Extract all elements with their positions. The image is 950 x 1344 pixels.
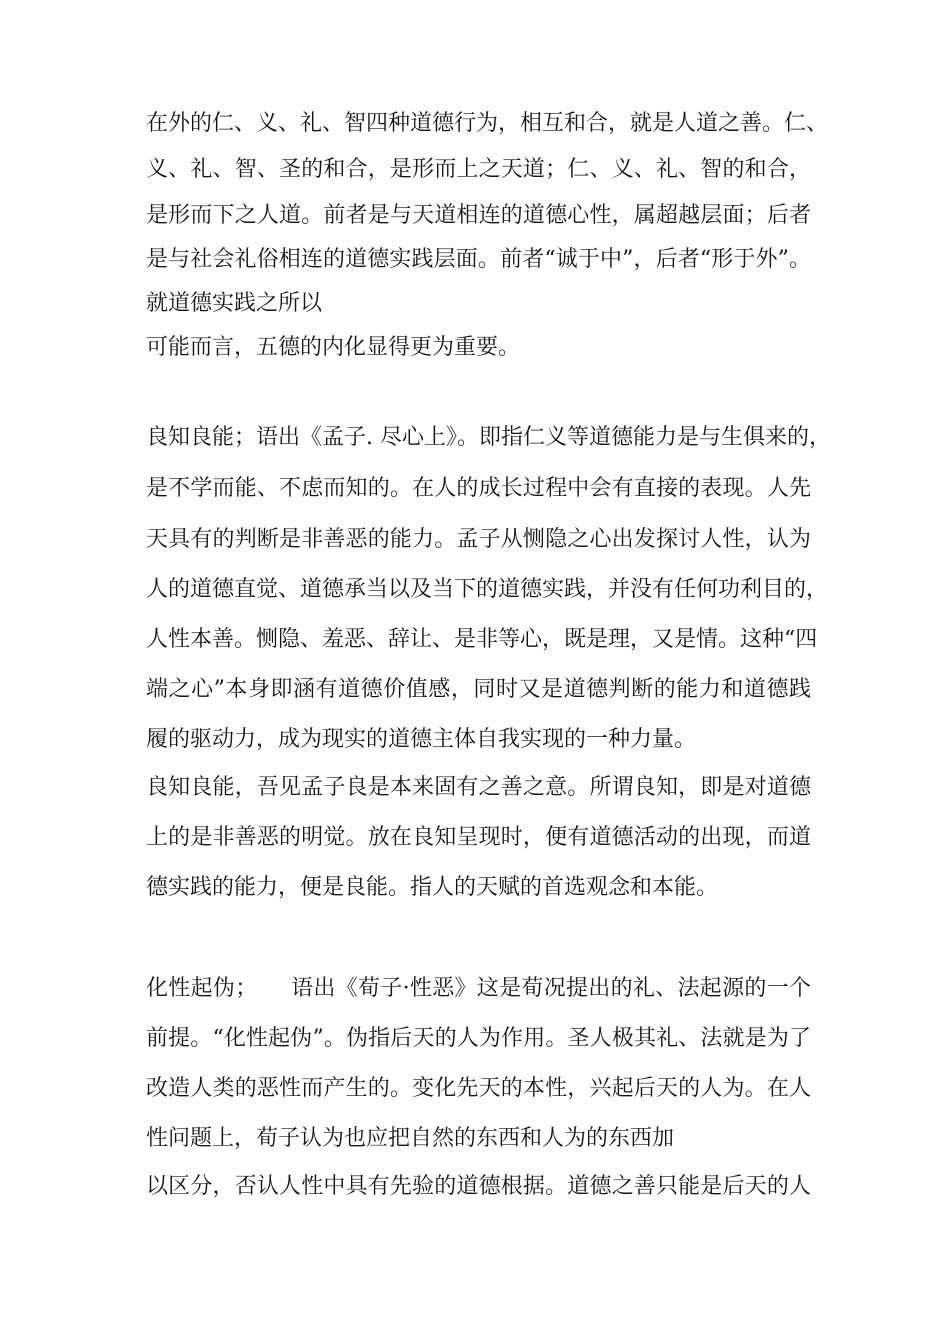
text-line: 义、礼、智、圣的和合，是形而上之天道；仁、义、礼、智的和合， <box>146 157 811 182</box>
text-line: 良知良能；语出《孟子. 尽心上》。即指仁义等道德能力是与生俱来的， <box>146 425 831 450</box>
text-line: 是形而下之人道。前者是与天道相连的道德心性，属超越层面；后者 <box>146 203 811 228</box>
text-line: 在外的仁、义、礼、智四种道德行为，相互和合，就是人道之善。仁、 <box>146 111 829 136</box>
text-line: 性问题上，荀子认为也应把自然的东西和人为的东西加 <box>146 1126 675 1151</box>
text-line: 天具有的判断是非善恶的能力。孟子从恻隐之心出发探讨人性，认为 <box>146 527 811 552</box>
text-line: 德实践的能力，便是良能。指人的天赋的首选观念和本能。 <box>146 875 719 900</box>
text-line: 是不学而能、不虑而知的。在人的成长过程中会有直接的表现。人先 <box>146 476 811 501</box>
text-line: 端之心”本身即涵有道德价值感，同时又是道德判断的能力和道德践 <box>146 677 811 702</box>
text-line: 前提。“化性起伪”。伪指后天的人为作用。圣人极其礼、法就是为了 <box>146 1026 811 1051</box>
text-line: 可能而言，五德的内化显得更为重要。 <box>146 335 521 360</box>
text-line: 人的道德直觉、道德承当以及当下的道德实践，并没有任何功利目的， <box>146 577 829 602</box>
text-line: 人性本善。恻隐、羞恶、辞让、是非等心，既是理，又是情。这种“四 <box>146 627 818 652</box>
text-line: 履的驱动力，成为现实的道德主体自我实现的一种力量。 <box>146 727 697 752</box>
text-line: 改造人类的恶性而产生的。变化先天的本性，兴起后天的人为。在人 <box>146 1076 811 1101</box>
text-line: 是与社会礼俗相连的道德实践层面。前者“诚于中”，后者“形于外”。 <box>146 247 811 272</box>
text-line: 就道德实践之所以 <box>146 291 323 316</box>
text-line: 化性起伪； 语出《荀子·性恶》这是荀况提出的礼、法起源的一个 <box>146 976 811 1001</box>
text-line: 以区分，否认人性中具有先验的道德根据。道德之善只能是后天的人 <box>146 1174 811 1199</box>
text-line: 上的是非善恶的明觉。放在良知呈现时，便有道德活动的出现，而道 <box>146 825 811 850</box>
text-line: 良知良能，吾见孟子良是本来固有之善之意。所谓良知，即是对道德 <box>146 775 811 800</box>
